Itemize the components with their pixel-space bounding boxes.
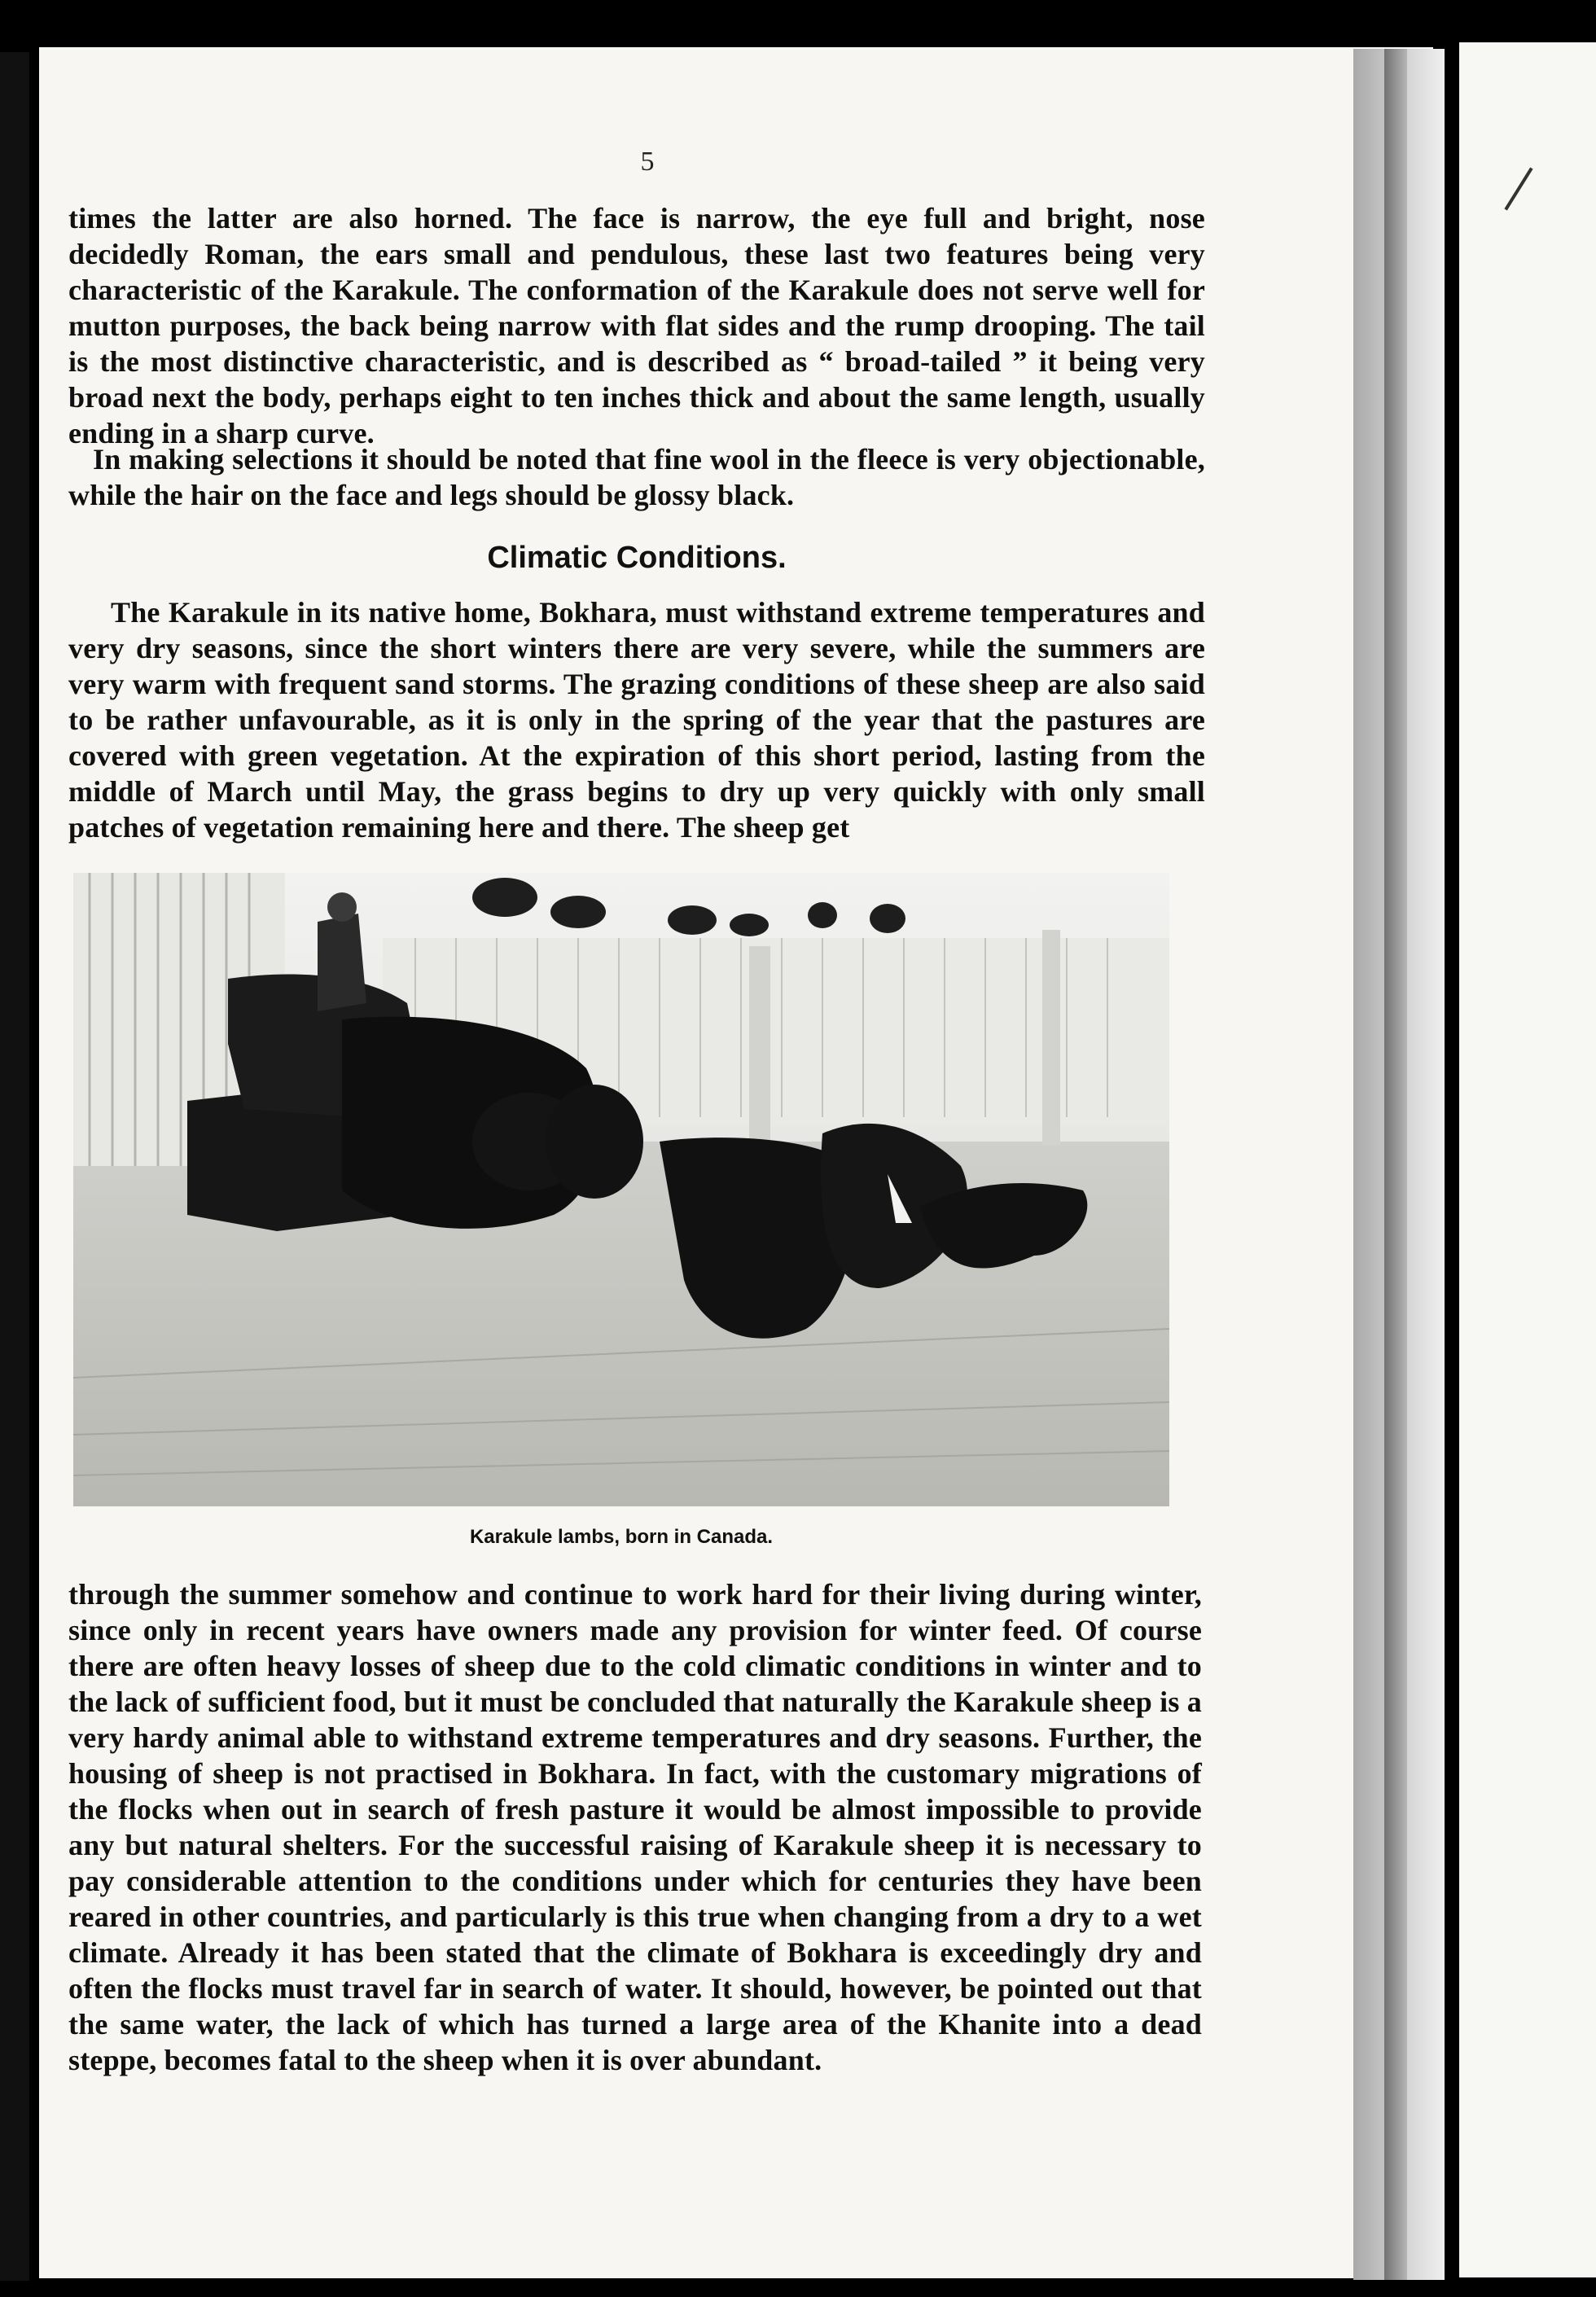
lambs-photograph [73,873,1169,1506]
paragraph-breed-description: times the latter are also horned. The face is narrow, the eye full and bright, nose decidedly Roman, the ears small and pendulous, these last two features being very characteristic of the Karakule. The conformation of the Karakule does not serve well for mutton purposes, the back being narrow with flat sides and the rump drooping. The tail is the most distinctive characteristic, and is described as “ broad-tailed ” it being very broad next the body, perhaps eight to ten inches thick and about the same length, usually ending in a sharp curve. [68,202,1205,449]
paragraph-winter-survival: through the summer somehow and continue to work hard for their living during winter, since only in recent years have owners made any provision for winter feed. Of course there are often heavy losses of sheep due to the cold climatic conditions in winter and to the lack of sufficient food, but it must be concluded that naturally the Karakule sheep is a very hardy animal able to withstand extreme temperatures and dry seasons. Further, the housing of sheep is not practised in Bokhara. In fact, with the customary migrations of the flocks when out in search of fresh pasture it would be almost impossible to provide any but natural shelters. For the successful raising of Karakule sheep it is necessary to pay considerable attention to the conditions under which for centuries they have been reared in other countries, and particularly is this true when changing from a dry to a wet climate. Already it has been stated that the climate of Bokhara is exceedingly dry and often the flocks must travel far in search of water. It should, however, be pointed out that the same water, the lack of which has turned a large area of the Khanite into a dead steppe, becomes fatal to the sheep when it is over abundant. [68,1578,1202,2076]
left-dark-edge [0,52,29,2281]
page-binding-shadow [1384,49,1407,2280]
paragraph-selection-guidance: In making selections it should be noted that fine wool in the fleece is very objectionable, while the hair on the face and legs should be glossy black. [68,443,1205,511]
photo-caption: Karakule lambs, born in Canada. [469,1526,774,1548]
paragraph-climatic-conditions: The Karakule in its native home, Bokhara, must withstand extreme temperatures and very dry seasons, since the short winters there are very severe, while the summers are very warm with frequent sand storms. The grazing conditions of these sheep are also said to be rather unfavourable, as it is only in the spring of the year that the pastures are covered with green vegetation. At the expiration of this short period, lasting from the middle of March until May, the grass begins to dry up very quickly with only small patches of vegetation remaining here and there. The sheep get [68,596,1205,844]
section-heading: Climatic Conditions. [487,541,787,575]
right-scan-margin [1459,42,1596,2277]
bottom-dark-edge [0,2281,1596,2297]
page-number: 5 [640,147,655,177]
